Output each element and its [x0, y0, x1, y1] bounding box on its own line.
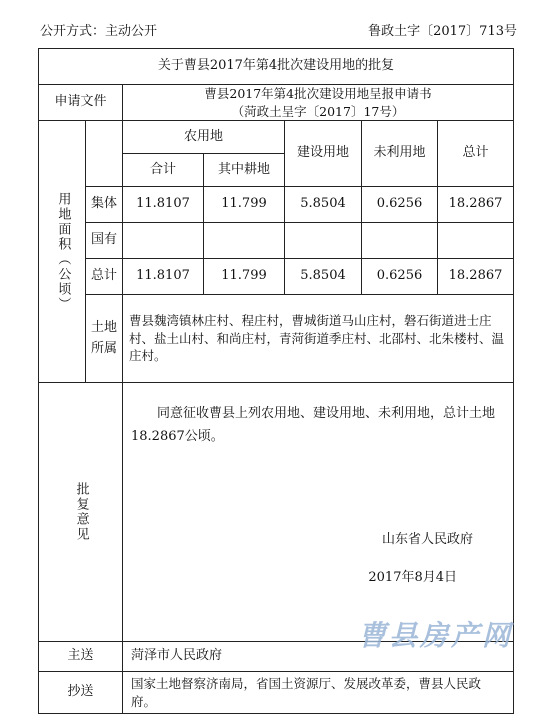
- send-value: 菏泽市人民政府: [123, 642, 514, 672]
- table-row: [39, 223, 514, 259]
- cell-cultivated: [204, 223, 285, 259]
- table-row: [39, 187, 514, 223]
- cell-grand-total: 18.2867: [438, 187, 514, 223]
- cell-unused: [362, 223, 438, 259]
- location-text: 曹县魏湾镇林庄村、程庄村，曹城街道马山庄村，磐石街道进士庄村、盐土山村、和尚庄村，青菏街道季庄村、北邵村、北朱楼村、温庄村。: [123, 295, 514, 383]
- site-watermark: 曹县房产网: [358, 619, 514, 652]
- cell-total: 11.8107: [123, 259, 204, 295]
- cc-value: 国家土地督察济南局，省国土资源厅、发展改革委，曹县人民政府。: [123, 672, 514, 714]
- table-row: [39, 259, 514, 295]
- row-label: 集体: [86, 187, 123, 223]
- header-agri: 农用地: [123, 121, 285, 154]
- cell-cultivated: 11.799: [204, 187, 285, 223]
- signing-date: 2017年8月4日: [368, 570, 458, 585]
- header-cultivated: 其中耕地: [204, 154, 285, 187]
- header-total: 合计: [123, 154, 204, 187]
- header-grand-total: 总计: [438, 121, 514, 187]
- header-construction: 建设用地: [285, 121, 362, 187]
- cell-construction: 5.8504: [285, 259, 362, 295]
- document-number: 鲁政土字〔2017〕713号: [368, 24, 517, 39]
- cell-total: 11.8107: [123, 187, 204, 223]
- cell-construction: [285, 223, 362, 259]
- area-label: 用地面积（公顷）: [55, 191, 71, 312]
- cell-grand-total: [438, 223, 514, 259]
- row-label: 总计: [86, 259, 123, 295]
- opinion-text: 同意征收曹县上列农用地、建设用地、未利用地，总计土地18.2867公顷。: [131, 406, 496, 444]
- opinion-cell: [123, 383, 514, 642]
- opinion-label-cell: [39, 383, 123, 642]
- location-label: 土地所属: [91, 319, 118, 356]
- location-label-cell: [86, 295, 123, 383]
- cell-grand-total: 18.2867: [438, 259, 514, 295]
- disclosure-method: 公开方式：主动公开: [40, 24, 158, 39]
- signing-organization: 山东省人民政府: [382, 532, 474, 547]
- cell-total: [123, 223, 204, 259]
- cell-unused: 0.6256: [362, 259, 438, 295]
- opinion-label: 批复意见: [73, 482, 89, 542]
- application-label: 申请文件: [39, 85, 123, 121]
- cell-unused: 0.6256: [362, 187, 438, 223]
- send-label: 主送: [39, 642, 123, 672]
- cell-cultivated: 11.799: [204, 259, 285, 295]
- row-label: 国有: [86, 223, 123, 259]
- header-unused: 未利用地: [362, 121, 438, 187]
- document-title: 关于曹县2017年第4批次建设用地的批复: [39, 49, 514, 85]
- application-line1: 曹县2017年第4批次建设用地呈报申请书: [204, 86, 432, 101]
- cell-construction: 5.8504: [285, 187, 362, 223]
- header-blank: [86, 121, 123, 187]
- cc-label: 抄送: [39, 672, 123, 714]
- application-value: [123, 85, 514, 121]
- area-label-cell: [39, 121, 86, 383]
- application-line2: （菏政土呈字〔2017〕17号）: [231, 103, 405, 119]
